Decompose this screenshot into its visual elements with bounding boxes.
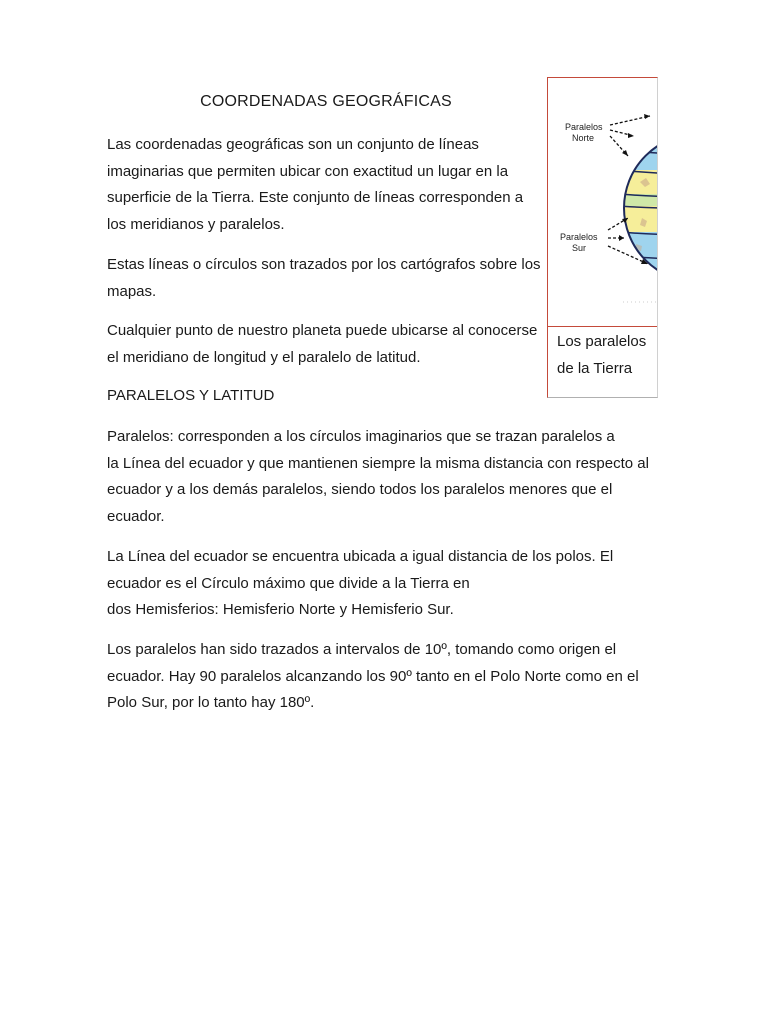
text-line: Estas líneas o círculos son trazados por los cartógrafos sobre los (107, 256, 541, 273)
north-arrowheads (622, 114, 650, 156)
text-line: los meridianos y paralelos. (107, 215, 285, 233)
caption-line: de la Tierra (557, 360, 633, 377)
text-line: Polo Sur, por lo tanto hay 180º. (107, 694, 315, 711)
text-line: Los paralelos han sido trazados a intervalos de 10º, tomando como origen el (107, 641, 617, 658)
paragraph-cartographers (107, 252, 552, 305)
paragraph-intervals (107, 637, 667, 717)
section-heading-text: PARALELOS Y LATITUD (107, 387, 275, 404)
text-line: ecuador y a los demás paralelos, siendo todos los paralelos menores que el (107, 481, 613, 498)
text-line: el meridiano de longitud y el paralelo de latitud. (107, 348, 421, 366)
label-north: Paralelos (565, 122, 603, 132)
text-line: Paralelos: corresponden a los círculos imaginarios que se trazan paralelos a (107, 428, 615, 445)
section-heading (107, 383, 552, 410)
text-line: ecuador. (107, 507, 165, 525)
figure-divider (548, 326, 657, 327)
label-south: Paralelos (560, 232, 598, 242)
text-line: la Línea del ecuador y que mantienen siempre la misma distancia con respecto al (107, 454, 649, 472)
text-line: superficie de la Tierra. Este conjunto de líneas corresponden a (107, 189, 524, 206)
text-line: Las coordenadas geográficas son un conjunto de líneas (107, 136, 479, 153)
label-south-2: Sur (572, 243, 587, 253)
paragraph-equator (107, 544, 667, 624)
globe-figure (547, 77, 658, 398)
text-line: ecuador. Hay 90 paralelos alcanzando los 90º tanto en el Polo Norte como en el (107, 667, 639, 685)
figure-caption (557, 328, 657, 382)
globe-illustration (548, 78, 658, 326)
text-line: imaginarias que permiten ubicar con exactitud un lugar en la (107, 162, 509, 180)
paragraph-intro (107, 132, 552, 238)
text-line: Cualquier punto de nuestro planeta puede ubicarse al conocerse (107, 322, 538, 339)
caption-line: Los paralelos (557, 333, 647, 350)
text-line: mapas. (107, 282, 157, 300)
paragraph-location (107, 318, 552, 371)
text-line: dos Hemisferios: Hemisferio Norte y Hemisferio Sur. (107, 601, 454, 618)
label-north-2: Norte (572, 133, 595, 143)
page-title: COORDENADAS GEOGRÁFICAS (200, 93, 452, 110)
paragraph-parallels (107, 424, 667, 530)
text-line: La Línea del ecuador se encuentra ubicada a igual distancia de los polos. El (107, 548, 614, 565)
text-line: ecuador es el Círculo máximo que divide a la Tierra en (107, 574, 470, 592)
